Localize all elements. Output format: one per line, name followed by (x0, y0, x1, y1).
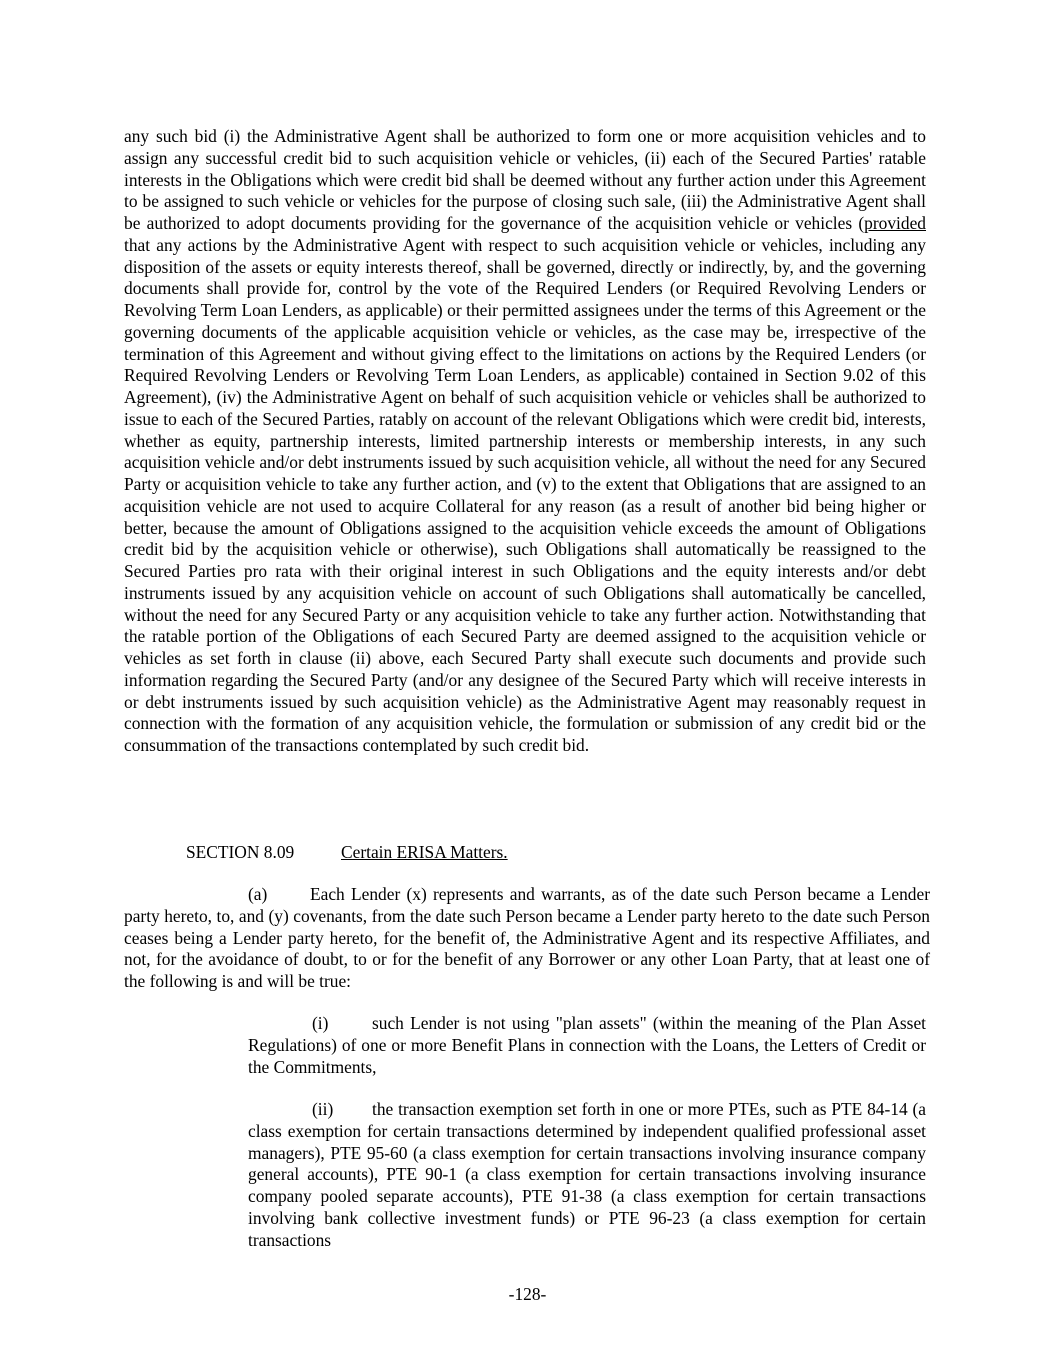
subparagraph-ii (248, 1099, 926, 1251)
section-number: SECTION 8.09 (186, 842, 295, 862)
subparagraph-i (248, 1013, 926, 1078)
subparagraph-ii-label: (ii) (312, 1099, 334, 1119)
paragraph-a-text: Each Lender (x) represents and warrants, as of the date such Person became a Lender party hereto, to, and (y) covenants, from the date such Person became a Lender party hereto to the date such Person ceases being a Lender party hereto, for the benefit of, the Administrative Agent and its respective Affiliates, and not, for the avoidance of doubt, to or for the benefit of any Borrower or any other Loan Party, that at least one of the following is and will be true: (124, 884, 930, 991)
paragraph-a (124, 884, 930, 993)
subparagraph-i-indent (248, 1013, 372, 1035)
subparagraph-i-label: (i) (312, 1013, 329, 1033)
section-heading (186, 842, 508, 864)
paragraph-text-part-1: any such bid (i) the Administrative Agent shall be authorized to form one or more acquisition vehicles and to assign any successful credit bid to such acquisition vehicle or vehicles, (ii) each of the Secured Parties' ratable interests in the Obligations which were credit bid shall be deemed without any further action under this Agreement to be assigned to such vehicle or vehicles for the purpose of closing such sale, (iii) the Administrative Agent shall be authorized to adopt documents providing for the governance of the acquisition vehicle or vehicles ( (124, 126, 926, 233)
subparagraph-ii-indent (248, 1099, 372, 1121)
paragraph-a-indent (124, 884, 310, 906)
subparagraph-i-text: such Lender is not using "plan assets" (within the meaning of the Plan Asset Regulations) of one or more Benefit Plans in connection with the Loans, the Letters of Credit or the Commitments, (248, 1013, 926, 1077)
page-number: -128- (508, 1284, 547, 1304)
underlined-term-provided: provided (864, 213, 926, 233)
subparagraph-ii-text: the transaction exemption set forth in one or more PTEs, such as PTE 84-14 (a class exemption for certain transactions determined by independent qualified professional asset managers), PTE 95-60 (a class exemption for certain transactions involving insurance company general accounts), PTE 90-1 (a class exemption for certain transactions involving insurance company pooled separate accounts), PTE 91-38 (a class exemption for certain transactions involving bank collective investment funds) or PTE 96-23 (a class exemption for certain transactions (248, 1099, 926, 1250)
section-title: Certain ERISA Matters. (341, 842, 508, 862)
paragraph-a-label: (a) (248, 884, 268, 904)
paragraph-text-part-2: that any actions by the Administrative Agent with respect to such acquisition vehicle or vehicles, including any disposition of the assets or equity interests thereof, shall be governed, directly or indirectly, by, and the governing documents shall provide for, control by the vote of the Required Lenders (or Required Revolving Lenders or Revolving Term Loan Lenders, as applicable) or their permitted assignees under the terms of this Agreement or the governing documents of the applicable acquisition vehicle or vehicles, as the case may be, irrespective of the termination of this Agreement and without giving effect to the limitations on actions by the Required Lenders (or Required Revolving Lenders or Revolving Term Loan Lenders, as applicable) contained in Section 9.02 of this Agreement), (iv) the Administrative Agent on behalf of such acquisition vehicle or vehicles shall be authorized to issue to each of the Secured Parties, ratably on account of the relevant Obligations which were credit bid, interests, whether as equity, partnership interests, limited partnership interests or membership interests, in any such acquisition vehicle and/or debt instruments issued by such acquisition vehicle, all without the need for any Secured Party or acquisition vehicle to take any further action, and (v) to the extent that Obligations that are assigned to an acquisition vehicle are not used to acquire Collateral for any reason (as a result of another bid being higher or better, because the amount of Obligations assigned to the acquisition vehicle exceeds the amount of Obligations credit bid by the acquisition vehicle or otherwise), such Obligations shall automatically be reassigned to the Secured Parties pro rata with their original interest in such Obligations and the equity interests and/or debt instruments issued by any acquisition vehicle on account of such Obligations shall automatically be cancelled, without the need for any Secured Party or any acquisition vehicle to take any further action. Notwithstanding that the ratable portion of the Obligations of each Secured Party are deemed assigned to the acquisition vehicle or vehicles as set forth in clause (ii) above, each Secured Party shall execute such documents and provide such information regarding the Secured Party (and/or any designee of the Secured Party which will receive interests in or debt instruments issued by such acquisition vehicle) as the Administrative Agent may reasonably request in connection with the formation of any acquisition vehicle, the formulation or submission of any credit bid or the consummation of the transactions contemplated by such credit bid. (124, 234, 926, 755)
paragraph-credit-bid (124, 126, 926, 757)
